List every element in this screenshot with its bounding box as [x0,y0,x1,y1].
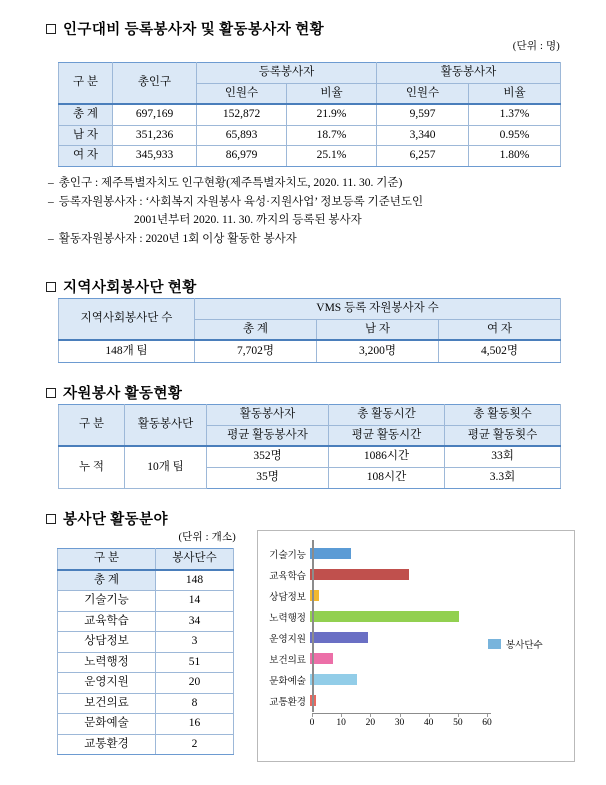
chart-tick-mark [429,714,430,717]
bullet-square-icon [46,514,56,524]
chart-bar-row [258,543,574,564]
chart-bar-track [310,669,574,690]
row-label: 문화예술 [58,714,156,735]
cell-reg-count: 152,872 [197,104,287,125]
row-label: 남 자 [59,125,113,146]
cell-count: 148 [156,570,234,591]
cell-corps: 10개 팀 [125,446,207,488]
chart-bar-row [258,606,574,627]
row-label: 교육학습 [58,611,156,632]
cell-avg-hours: 108시간 [329,467,445,488]
chart-bar-track [310,543,574,564]
row-label: 여 자 [59,146,113,167]
chart-category-label: 교통환경 [269,697,306,708]
chart-bar-track [310,648,574,669]
th-corps: 활동봉사단 [125,405,207,447]
cell-population: 345,933 [113,146,197,167]
chart-bar-track [310,606,574,627]
cell-reg-ratio: 25.1% [287,146,377,167]
table-row [58,611,234,632]
bullet-square-icon [46,24,56,34]
th-registered-count: 인원수 [197,83,287,104]
chart-tick-label: 20 [365,718,376,728]
row-label: 총 계 [58,570,156,591]
note-dash: – [48,232,54,245]
note-dash: – [48,195,54,208]
cell-avg-volunteers: 35명 [207,467,329,488]
th-division: 구 분 [59,405,125,447]
chart-category-label: 보건의료 [269,655,306,666]
chart-bar [310,569,409,580]
cell-corps-count: 148개 팀 [59,340,195,362]
table-row [59,125,561,146]
bullet-square-icon [46,388,56,398]
table-row [59,146,561,167]
table-row [58,714,234,735]
table-row [58,734,234,755]
cell-total-volunteers: 352명 [207,446,329,467]
cell-count: 2 [156,734,234,755]
note-item [48,193,568,212]
th-total-times: 총 활동횟수 [445,405,561,426]
section-3-heading [46,382,182,403]
volunteer-activity-table [58,404,561,489]
table-row [59,446,561,467]
chart-tick-label: 40 [423,718,434,728]
th-total-population: 총인구 [113,63,197,105]
chart-tick-mark [400,714,401,717]
section-2-heading [46,276,197,297]
note-text: 2001년부터 2020. 11. 30. 까지의 등록된 봉사자 [134,214,362,227]
table-row [58,652,234,673]
chart-x-axis [312,713,491,714]
section-4-heading [46,508,168,529]
cell-count: 16 [156,714,234,735]
section-1-heading [46,18,566,39]
chart-bar-row [258,690,574,711]
section-1-notes [48,174,568,249]
chart-bar-row [258,648,574,669]
cell-total-times: 33회 [445,446,561,467]
th-avg-hours: 평균 활동시간 [329,425,445,446]
note-item [48,230,568,249]
chart-tick-mark [341,714,342,717]
community-corps-table [58,298,561,363]
table-row [59,340,561,362]
th-division: 구 분 [59,63,113,105]
cell-act-count: 3,340 [377,125,469,146]
th-vms-female: 여 자 [439,319,561,340]
th-registered-ratio: 비율 [287,83,377,104]
th-registered: 등록봉사자 [197,63,377,84]
cell-count: 8 [156,693,234,714]
th-vms-registered: VMS 등록 자원봉사자 수 [195,299,561,320]
row-label: 총 계 [59,104,113,125]
chart-category-label: 문화예술 [269,676,306,687]
table-row [59,104,561,125]
row-label: 누 적 [59,446,125,488]
section-2-title: 지역사회봉사단 현황 [63,280,197,296]
cell-vms-total: 7,702명 [195,340,317,362]
th-corps-count: 봉사단수 [156,549,234,570]
chart-bar-row [258,585,574,606]
cell-reg-ratio: 21.9% [287,104,377,125]
chart-tick-mark [312,714,313,717]
row-label: 노력행정 [58,652,156,673]
chart-category-label: 교육학습 [269,571,306,582]
chart-bar [310,632,368,643]
th-avg-volunteers: 평균 활동봉사자 [207,425,329,446]
legend-swatch-icon [488,639,501,649]
cell-act-ratio: 1.37% [469,104,561,125]
table-row [58,591,234,612]
chart-tick-label: 30 [394,718,405,728]
cell-vms-female: 4,502명 [439,340,561,362]
section-3-title: 자원봉사 활동현황 [63,386,183,402]
section-4-title: 봉사단 활동분야 [63,512,168,528]
th-vms-male: 남 자 [317,319,439,340]
chart-legend [488,637,543,651]
th-corps-count: 지역사회봉사단 수 [59,299,195,341]
chart-tick-label: 10 [336,718,346,728]
table-row-total [58,570,234,591]
chart-tick-mark [370,714,371,717]
chart-bar-track [310,585,574,606]
row-label: 교통환경 [58,734,156,755]
note-text: 총인구 : 제주특별자치도 인구현황(제주특별자치도, 2020. 11. 30. 기준) [58,177,403,189]
chart-bar [310,611,459,622]
section-4-unit: (단위 : 개소) [178,532,236,543]
chart-bar-row [258,669,574,690]
row-label: 상담정보 [58,632,156,653]
th-vms-total: 총 계 [195,319,317,340]
cell-reg-count: 65,893 [197,125,287,146]
note-text: 등록자원봉사자 : ‘사회복지 자원봉사 육성·지원사업’ 정보등록 기준년도인 [58,195,424,208]
cell-count: 51 [156,652,234,673]
chart-y-axis [312,540,314,712]
table-row [58,632,234,653]
section-1-title: 인구대비 등록봉사자 및 활동봉사자 현황 [63,22,325,38]
chart-tick-mark [487,714,488,717]
chart-bar-row [258,564,574,585]
chart-category-label: 운영지원 [269,634,306,645]
note-dash: – [48,177,54,189]
cell-count: 34 [156,611,234,632]
th-active-volunteers: 활동봉사자 [207,405,329,426]
th-active-ratio: 비율 [469,83,561,104]
cell-population: 697,169 [113,104,197,125]
th-division: 구 분 [58,549,156,570]
cell-vms-male: 3,200명 [317,340,439,362]
cell-total-hours: 1086시간 [329,446,445,467]
cell-act-count: 6,257 [377,146,469,167]
chart-bar-track [310,564,574,585]
chart-category-label: 노력행정 [269,613,306,624]
cell-population: 351,236 [113,125,197,146]
chart-category-label: 상담정보 [269,592,306,603]
cell-count: 14 [156,591,234,612]
chart-bar-track [310,690,574,711]
row-label: 운영지원 [58,673,156,694]
th-avg-times: 평균 활동횟수 [445,425,561,446]
cell-reg-ratio: 18.7% [287,125,377,146]
cell-act-count: 9,597 [377,104,469,125]
chart-tick-label: 60 [482,718,492,728]
chart-plot-area [258,531,574,761]
cell-count: 20 [156,673,234,694]
bullet-square-icon [46,282,56,292]
th-active-count: 인원수 [377,83,469,104]
th-total-hours: 총 활동시간 [329,405,445,426]
row-label: 기술기능 [58,591,156,612]
chart-category-label: 기술기능 [269,550,306,561]
chart-bar [310,674,357,685]
table-row [58,693,234,714]
note-item-continuation [48,211,568,230]
population-volunteer-table [58,62,561,167]
cell-reg-count: 86,979 [197,146,287,167]
section-1-unit: (단위 : 명) [512,41,560,52]
chart-tick-label: 50 [453,718,463,728]
activity-field-table [57,548,234,755]
legend-label: 봉사단수 [506,641,543,651]
cell-act-ratio: 1.80% [469,146,561,167]
cell-avg-times: 3.3회 [445,467,561,488]
row-label: 보건의료 [58,693,156,714]
chart-tick-mark [458,714,459,717]
chart-bar [310,548,351,559]
th-active: 활동봉사자 [377,63,561,84]
table-row [58,673,234,694]
note-item [48,174,568,193]
cell-act-ratio: 0.95% [469,125,561,146]
activity-field-bar-chart [257,530,575,762]
cell-count: 3 [156,632,234,653]
note-text: 활동자원봉사자 : 2020년 1회 이상 활동한 봉사자 [58,232,297,245]
chart-tick-label: 0 [309,718,315,728]
